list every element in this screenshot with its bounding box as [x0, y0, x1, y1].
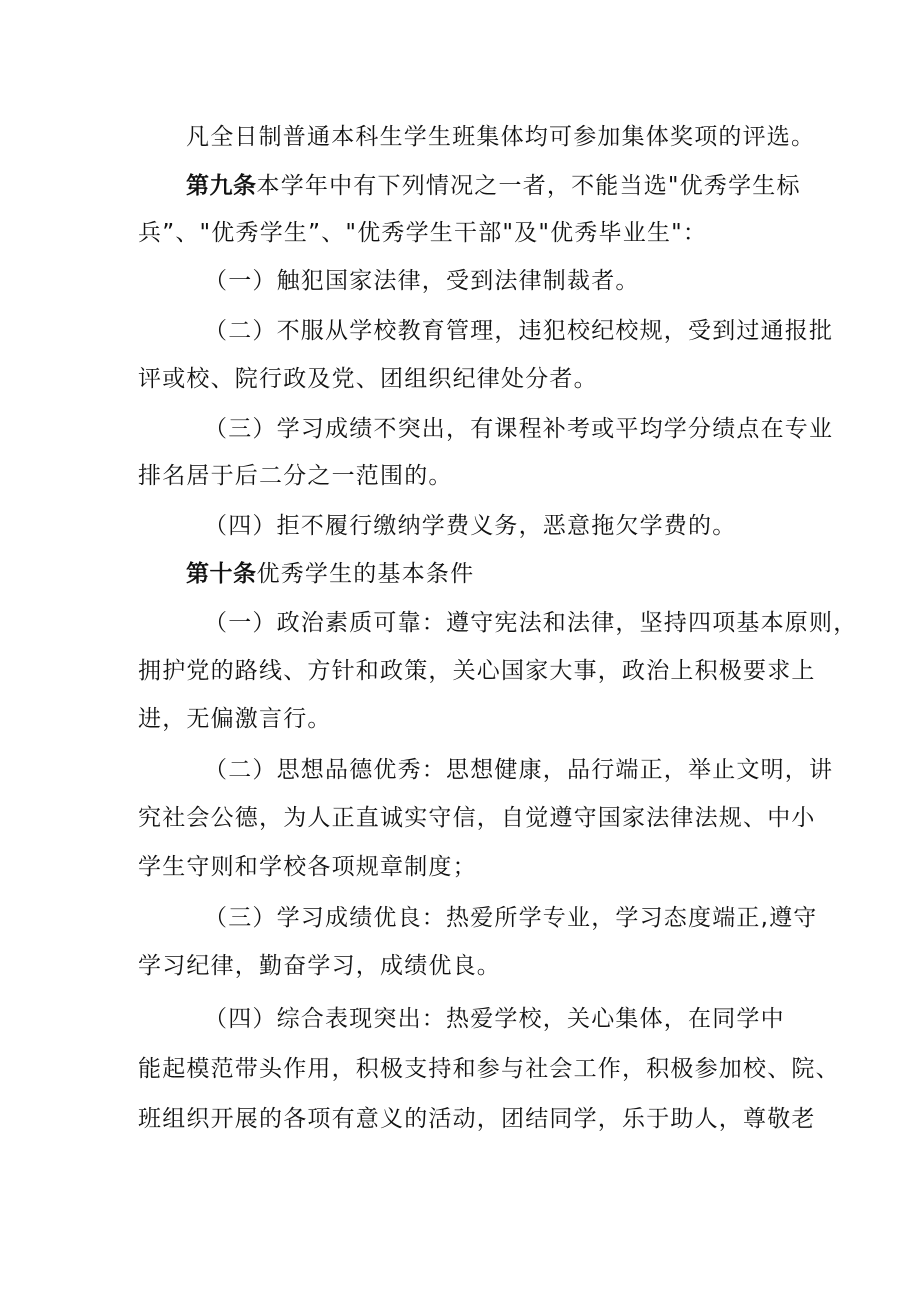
paragraph-line: 学生守则和学校各项规章制度； [138, 854, 477, 880]
article-label: 第九条 [186, 173, 257, 199]
paragraph-line: 兵”、"优秀学生”、"优秀学生干部"及"优秀毕业生"： [138, 220, 708, 246]
paragraph-line: 究社会公德，为人正直诚实守信，自觉遵守国家法律法规、中小 [138, 805, 816, 831]
article-10-heading-line: 第十条优秀学生的基本条件 [186, 561, 475, 587]
list-item-line: （四）拒不履行缴纳学费义务，恶意拖欠学费的。 [204, 513, 737, 539]
paragraph-line: 评或校、院行政及党、团组织纪律处分者。 [138, 366, 598, 392]
list-item-line: （三）学习成绩不突出，有课程补考或平均学分绩点在专业 [204, 416, 834, 442]
article-label: 第十条 [186, 561, 257, 587]
paragraph-line: 排名居于后二分之一范围的。 [138, 463, 453, 489]
list-item-line: （二）不服从学校教育管理，违犯校纪校规，受到过通报批 [204, 318, 834, 344]
list-item-line: （一）触犯国家法律，受到法律制裁者。 [204, 268, 640, 294]
paragraph-line: 学习纪律，勤奋学习，成绩优良。 [138, 953, 501, 979]
list-item-line: （一）政治素质可靠：遵守宪法和法律，坚持四项基本原则， [204, 610, 858, 636]
article-9-heading-line: 第九条本学年中有下列情况之一者，不能当选"优秀学生标 [186, 173, 801, 199]
paragraph-line: 能起模范带头作用，积极支持和参与社会工作，积极参加校、院、 [138, 1056, 840, 1082]
list-item-line: （二）思想品德优秀：思想健康，品行端正，举止文明，讲 [204, 757, 834, 783]
paragraph-line: 进，无偏激言行。 [138, 706, 332, 732]
paragraph-line: 班组织开展的各项有意义的活动，团结同学，乐于助人，尊敬老 [138, 1106, 816, 1132]
list-item-line: （三）学习成绩优良：热爱所学专业，学习态度端正,遵守 [204, 905, 818, 931]
paragraph-line: 拥护党的路线、方针和政策，关心国家大事，政治上积极要求上 [138, 658, 816, 684]
paragraph-line: 凡全日制普通本科生学生班集体均可参加集体奖项的评选。 [186, 124, 816, 150]
list-item-line: （四）综合表现突出：热爱学校，关心集体，在同学中 [204, 1006, 785, 1032]
